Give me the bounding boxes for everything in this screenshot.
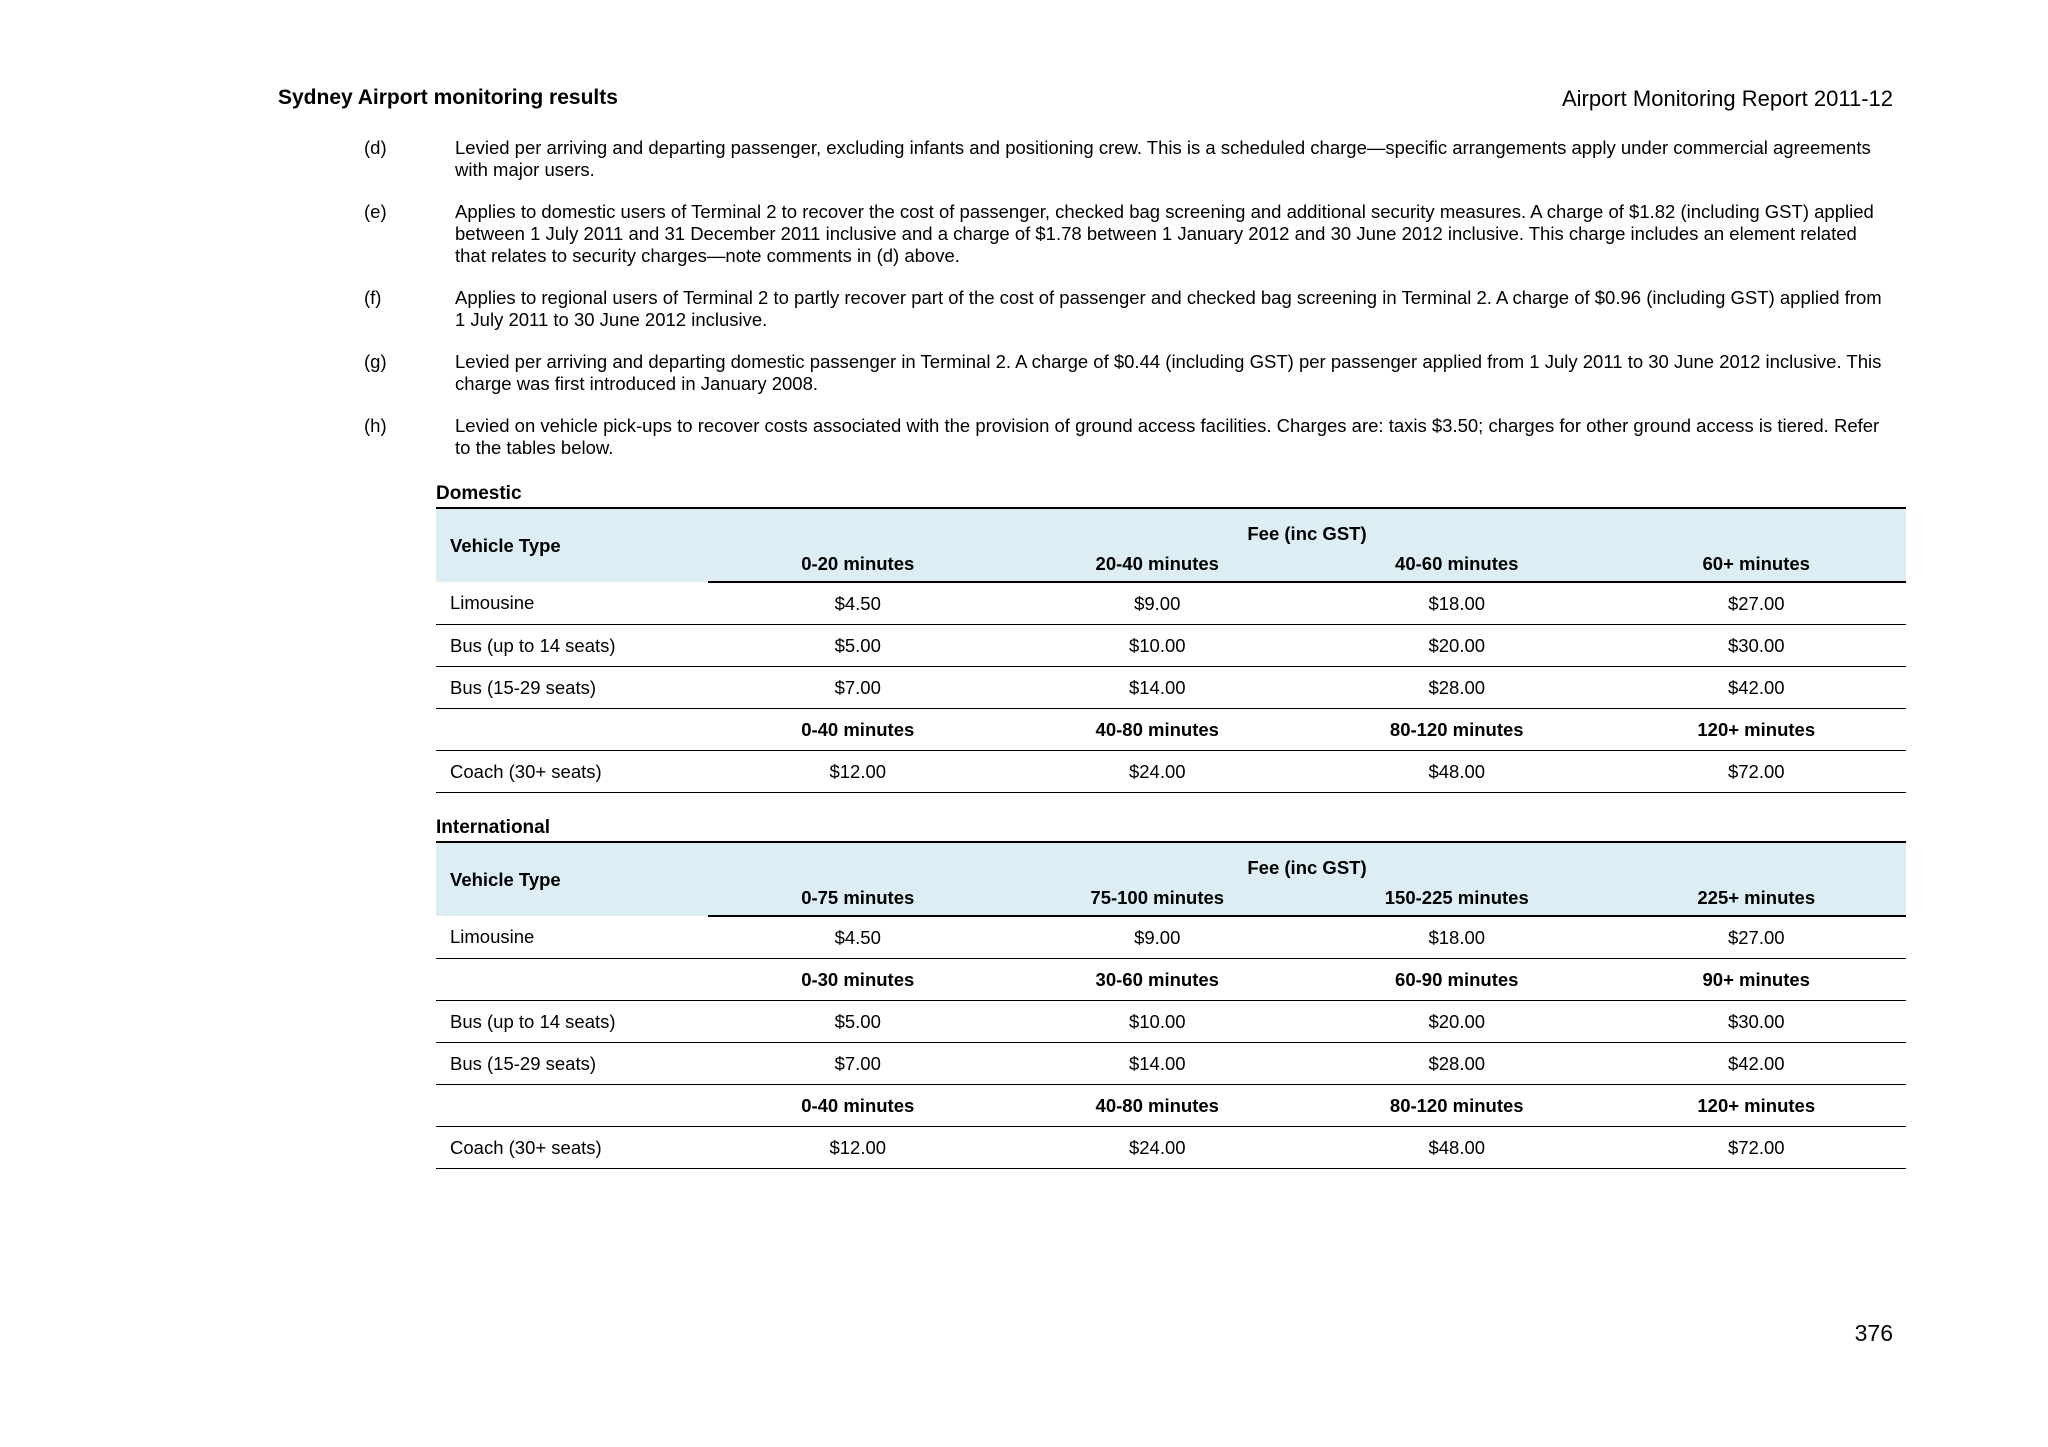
column-header: 40-80 minutes <box>1008 709 1308 751</box>
table-row <box>436 625 1906 667</box>
column-header: 80-120 minutes <box>1307 1085 1607 1127</box>
fee-cell: $12.00 <box>708 1127 1008 1169</box>
column-header: 225+ minutes <box>1607 881 1907 916</box>
fee-cell: $4.50 <box>708 582 1008 625</box>
fee-header: Fee (inc GST) <box>708 508 1906 547</box>
empty-cell <box>436 1085 708 1127</box>
fee-cell: $10.00 <box>1008 1001 1308 1043</box>
footnote-text: Applies to regional users of Terminal 2 to partly recover part of the cost of passenger and checked bag screening in Terminal 2. A charge of $0.96 (including GST) applied from 1 July 2011 to 30 June 2012 inclusive. <box>455 287 1882 330</box>
vehicle-type-cell: Limousine <box>436 582 708 625</box>
vehicle-type-cell: Coach (30+ seats) <box>436 1127 708 1169</box>
footnote-label: (f) <box>364 287 382 308</box>
column-header: 150-225 minutes <box>1307 881 1607 916</box>
international-fee-table <box>436 841 1906 1169</box>
table-row <box>436 916 1906 959</box>
fee-cell: $42.00 <box>1607 667 1907 709</box>
fee-cell: $30.00 <box>1607 1001 1907 1043</box>
column-header: 75-100 minutes <box>1008 881 1308 916</box>
vehicle-type-cell: Limousine <box>436 916 708 959</box>
fee-cell: $24.00 <box>1008 751 1308 793</box>
report-section-title: Sydney Airport monitoring results <box>278 86 618 109</box>
table-subheader-row <box>436 709 1906 751</box>
fee-cell: $27.00 <box>1607 582 1907 625</box>
fee-cell: $48.00 <box>1307 751 1607 793</box>
footnote-text: Levied per arriving and departing passenger, excluding infants and positioning crew. This is a scheduled charge—specific arrangements apply under commercial agreements with major users. <box>455 137 1871 180</box>
table-row <box>436 1043 1906 1085</box>
table-row <box>436 582 1906 625</box>
fee-cell: $10.00 <box>1008 625 1308 667</box>
footnote-text: Levied on vehicle pick-ups to recover costs associated with the provision of ground access facilities. Charges are: taxis $3.50; charges for other ground access is tiered. Refer to the tables below. <box>455 415 1880 458</box>
empty-cell <box>436 709 708 751</box>
vehicle-type-cell: Coach (30+ seats) <box>436 751 708 793</box>
footnote-label: (e) <box>364 201 387 222</box>
footnotes <box>364 137 1884 479</box>
report-title: Airport Monitoring Report 2011-12 <box>1562 86 1893 111</box>
fee-cell: $30.00 <box>1607 625 1907 667</box>
vehicle-type-header: Vehicle Type <box>436 842 708 916</box>
fee-cell: $28.00 <box>1307 667 1607 709</box>
fee-cell: $5.00 <box>708 625 1008 667</box>
footnote-e <box>364 201 1884 267</box>
fee-cell: $9.00 <box>1008 916 1308 959</box>
vehicle-type-cell: Bus (15-29 seats) <box>436 1043 708 1085</box>
fee-cell: $27.00 <box>1607 916 1907 959</box>
table-row <box>436 667 1906 709</box>
column-header: 40-80 minutes <box>1008 1085 1308 1127</box>
column-header: 30-60 minutes <box>1008 959 1308 1001</box>
footnote-g <box>364 351 1884 395</box>
fee-cell: $12.00 <box>708 751 1008 793</box>
column-header: 0-30 minutes <box>708 959 1008 1001</box>
footnote-h <box>364 415 1884 459</box>
column-header: 120+ minutes <box>1607 1085 1907 1127</box>
table-header-row <box>436 842 1906 881</box>
footnote-text: Applies to domestic users of Terminal 2 to recover the cost of passenger, checked bag screening and additional security measures. A charge of $1.82 (including GST) applied between 1 July 2011 and 31 December 2011 inclusive and a charge of $1.78 between 1 January 2012 and 30 June 2012 inclusive. This charge includes an element related that relates to security charges—note comments in (d) above. <box>455 201 1874 266</box>
domestic-fee-table <box>436 507 1906 793</box>
vehicle-type-cell: Bus (up to 14 seats) <box>436 625 708 667</box>
fee-tables <box>436 481 1906 1169</box>
column-header: 0-75 minutes <box>708 881 1008 916</box>
footnote-label: (h) <box>364 415 387 436</box>
vehicle-type-cell: Bus (up to 14 seats) <box>436 1001 708 1043</box>
empty-cell <box>436 959 708 1001</box>
footnote-d <box>364 137 1884 181</box>
international-title: International <box>436 817 551 838</box>
footnote-label: (g) <box>364 351 387 372</box>
fee-cell: $7.00 <box>708 667 1008 709</box>
fee-cell: $14.00 <box>1008 667 1308 709</box>
fee-cell: $48.00 <box>1307 1127 1607 1169</box>
fee-cell: $7.00 <box>708 1043 1008 1085</box>
table-subheader-row <box>436 1085 1906 1127</box>
footnote-label: (d) <box>364 137 387 158</box>
table-row <box>436 1001 1906 1043</box>
footnote-text: Levied per arriving and departing domestic passenger in Terminal 2. A charge of $0.44 (including GST) per passenger applied from 1 July 2011 to 30 June 2012 inclusive. This charge was first introduced in January 2008. <box>455 351 1882 394</box>
column-header: 60+ minutes <box>1607 547 1907 582</box>
fee-cell: $14.00 <box>1008 1043 1308 1085</box>
fee-cell: $20.00 <box>1307 1001 1607 1043</box>
fee-cell: $5.00 <box>708 1001 1008 1043</box>
fee-cell: $28.00 <box>1307 1043 1607 1085</box>
domestic-title: Domestic <box>436 483 522 504</box>
fee-cell: $18.00 <box>1307 916 1607 959</box>
column-header: 40-60 minutes <box>1307 547 1607 582</box>
fee-cell: $72.00 <box>1607 751 1907 793</box>
column-header: 80-120 minutes <box>1307 709 1607 751</box>
column-header: 90+ minutes <box>1607 959 1907 1001</box>
fee-cell: $72.00 <box>1607 1127 1907 1169</box>
fee-cell: $20.00 <box>1307 625 1607 667</box>
fee-cell: $42.00 <box>1607 1043 1907 1085</box>
table-row <box>436 751 1906 793</box>
column-header: 20-40 minutes <box>1008 547 1308 582</box>
column-header: 60-90 minutes <box>1307 959 1607 1001</box>
column-header: 120+ minutes <box>1607 709 1907 751</box>
fee-cell: $24.00 <box>1008 1127 1308 1169</box>
table-row <box>436 1127 1906 1169</box>
footnote-f <box>364 287 1884 331</box>
fee-cell: $4.50 <box>708 916 1008 959</box>
page-number: 376 <box>1854 1320 1893 1346</box>
fee-header: Fee (inc GST) <box>708 842 1906 881</box>
table-header-row <box>436 508 1906 547</box>
column-header: 0-20 minutes <box>708 547 1008 582</box>
vehicle-type-cell: Bus (15-29 seats) <box>436 667 708 709</box>
fee-cell: $9.00 <box>1008 582 1308 625</box>
column-header: 0-40 minutes <box>708 709 1008 751</box>
table-subheader-row <box>436 959 1906 1001</box>
fee-cell: $18.00 <box>1307 582 1607 625</box>
vehicle-type-header: Vehicle Type <box>436 508 708 582</box>
column-header: 0-40 minutes <box>708 1085 1008 1127</box>
